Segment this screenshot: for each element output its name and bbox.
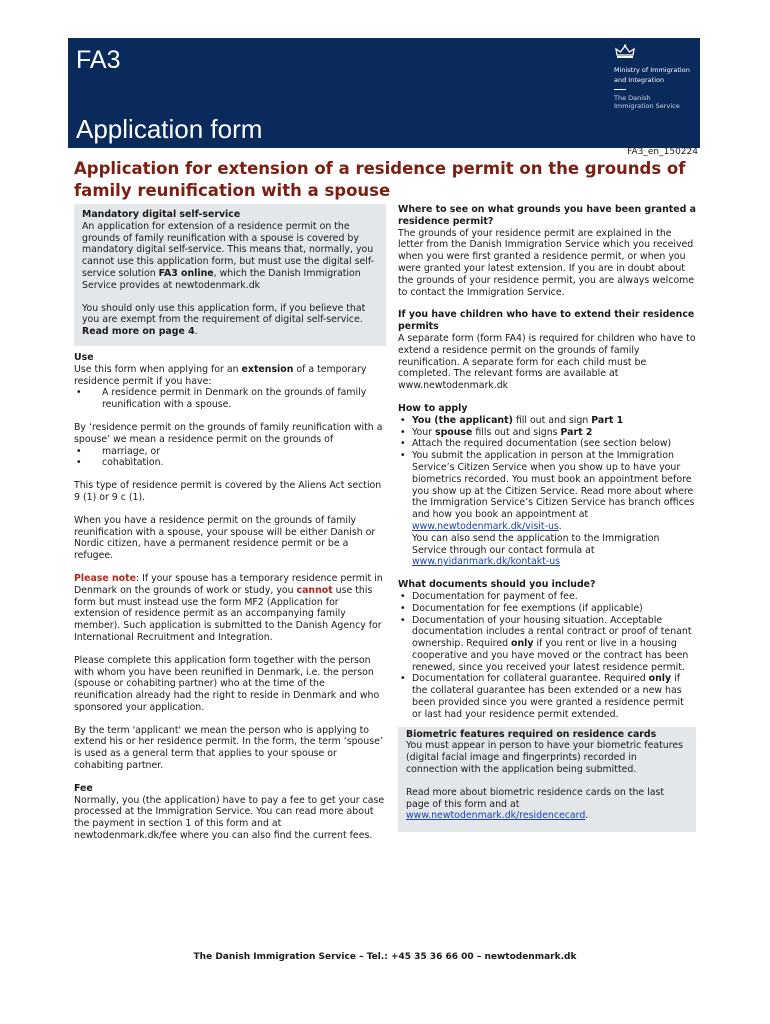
form-code-title: FA3 <box>76 46 121 74</box>
definition-paragraph: By ‘residence permit on the grounds of family reunification with a spouse’ we mean a residence permit on the grounds of <box>74 421 383 445</box>
text: An application for extension of a residence permit on the grounds of family reunification with a spouse is covered by mandatory digital self-service. This means that, normally, you cannot use this application form, but must use the digital self-service solution <box>82 220 374 279</box>
agency-name-line2: Immigration Service <box>614 102 680 110</box>
text: , which the Danish Immigration Service provides at newtodenmark.dk <box>82 267 361 291</box>
form-version-code: FA3_en_150224 <box>627 147 698 157</box>
left-column <box>74 204 386 842</box>
biometric-heading: Biometric features required on residence cards <box>406 728 657 740</box>
text: spouse <box>435 426 473 438</box>
children-paragraph: A separate form (form FA4) is required for children who have to extend a residence permit on the grounds of family reunification. A separate form for each child must be completed. The relevant forms are available at www.newtodenmark.dk <box>398 332 696 392</box>
text: Documentation of your housing situation. Acceptable documentation includes a rental contract or proof of tenant ownership. Required <box>412 614 692 650</box>
list-item <box>398 615 696 674</box>
text: . <box>558 520 562 532</box>
read-more-page4: Read more on page 4 <box>82 326 195 338</box>
box-paragraph-2 <box>82 303 378 338</box>
text: Documentation for collateral guarantee. Required <box>412 673 649 685</box>
where-heading: Where to see on what grounds you have been granted a residence permit? <box>398 204 696 227</box>
list-item: • A residence permit in Denmark on the grounds of family reunification with a spouse. <box>74 387 386 411</box>
grounds-list <box>74 446 386 470</box>
header-banner <box>68 38 700 148</box>
list-item: • cohabitation. <box>74 457 386 469</box>
text: Your <box>412 426 435 438</box>
text: . <box>194 326 198 338</box>
text: use this form but must instead use the form MF2 (Application for extension of residence permit as an accompanying family member). Such application is submitted to the Danish Agency for International Recruitment and Integration. <box>74 584 382 643</box>
list-item: • marriage, or <box>74 446 386 458</box>
text: extension <box>241 363 294 375</box>
use-paragraph <box>74 364 386 388</box>
text: only <box>511 638 534 650</box>
text: if you rent or live in a housing cooperative and you have moved or the contract has been renewed, since you received your latest residence permit. <box>412 638 689 673</box>
list-item: • Attach the required documentation (see section below) <box>398 438 696 450</box>
text: . <box>585 810 589 822</box>
document-heading: Application for extension of a residence permit on the grounds of family reunification with a spouse <box>74 159 686 200</box>
please-note-label: Please note <box>74 572 136 584</box>
text: : If your spouse has a temporary residence permit in Denmark on the grounds of work or study, you <box>74 572 383 596</box>
agency-name-line1: The Danish <box>614 94 651 102</box>
ministry-logo <box>614 44 698 110</box>
applicant-term-paragraph: By the term 'applicant' we mean the person who is applying to extend his or her residence permit. In the form, the term ‘spouse’ is used as a general term that applies to your spouse or cohabiting partner. <box>74 724 383 772</box>
box-paragraph-1 <box>82 221 378 292</box>
list-item: • Documentation for payment of fee. <box>398 591 696 603</box>
complete-together-paragraph: Please complete this application form together with the person with whom you have been reunified in Denmark, i.e. the person (spouse or cohabiting partner) who at the time of the reunification already had the right to reside in Denmark and who sponsored your application. <box>74 654 380 713</box>
where-paragraph: The grounds of your residence permit are explained in the letter from the Danish Immigration Service which you received when you were first granted a residence permit, or when you were granted your latest extension. If you are in doubt about the grounds of your residence permit, you are always welcome to contact the Immigration Service. <box>398 227 695 298</box>
biometric-paragraph: You must appear in person to have your biometric features (digital facial image and fingerprints) recorded in connection with the application being submitted. <box>406 740 684 776</box>
digital-self-service-box <box>74 204 386 346</box>
page-footer: The Danish Immigration Service – Tel.: +45 35 36 66 00 – newtodenmark.dk <box>193 952 577 962</box>
box-heading: Mandatory digital self-service <box>82 209 241 220</box>
page-title: Application form <box>76 114 263 144</box>
documents-heading: What documents should you include? <box>398 579 596 591</box>
text: of a temporary residence permit if you have: <box>74 363 367 387</box>
list-item <box>398 427 696 439</box>
use-list <box>74 387 386 411</box>
right-column <box>398 204 696 832</box>
note-paragraph <box>74 573 386 644</box>
biometric-read-more <box>406 787 688 822</box>
list-item <box>398 673 696 720</box>
how-to-apply-heading: How to apply <box>398 402 468 414</box>
residencecard-link[interactable]: www.newtodenmark.dk/residencecard <box>406 810 586 822</box>
list-item <box>398 415 696 427</box>
fee-heading: Fee <box>74 782 93 794</box>
ministry-name-line1: Ministry of Immigration <box>614 66 690 74</box>
contact-us-link[interactable]: www.nyidanmark.dk/kontakt-us <box>412 556 561 568</box>
text: only <box>648 673 672 685</box>
text: Read more about biometric residence cards on the last page of this form and at <box>406 786 665 810</box>
text: You (the applicant) <box>412 414 513 426</box>
visit-us-link[interactable]: www.newtodenmark.dk/visit-us <box>412 520 559 532</box>
text: fill out and sign <box>512 414 592 426</box>
aliens-act-paragraph: This type of residence permit is covered by the Aliens Act section 9 (1) or 9 c (1). <box>74 480 382 503</box>
text: You should only use this application form, if you believe that you are exempt from the requirement of digital self-service. <box>82 302 366 326</box>
biometric-box <box>398 727 696 833</box>
fee-paragraph: Normally, you (the application) have to pay a fee to get your case processed at the Immigration Service. You can read more about the payment in section 1 of this form and at newtodenmark.dk/fee where you can also find the current fees. <box>74 794 385 842</box>
use-heading: Use <box>74 351 94 363</box>
text: Use this form when applying for an <box>74 363 242 375</box>
crown-icon <box>614 44 636 60</box>
text: if the collateral guarantee has been extended or a new has been provided since you were granted a residence permit or last had your residence permit extended. <box>412 673 684 720</box>
how-to-apply-list <box>398 415 696 568</box>
cannot-text: cannot <box>296 584 333 596</box>
text: You can also send the application to the Immigration Service through our contact formula at <box>412 532 660 556</box>
fa3-online-text: FA3 online <box>158 267 214 279</box>
spouse-status-paragraph: When you have a residence permit on the grounds of family reunification with a spouse, your spouse will be either Danish or Nordic citizen, have a permanent residence permit or be a refugee. <box>74 514 376 562</box>
text: You submit the application in person at the Immigration Service’s Citizen Service when you show up to have your biometrics recorded. You must book an appointment before you show up at the Citizen Service. Read more about where the Immigration Service’s Citizen Service has branch offices and how you book an appointment at <box>412 450 695 521</box>
text: Part 2 <box>560 426 593 438</box>
logo-divider <box>614 89 626 90</box>
list-item: • Documentation for fee exemptions (if applicable) <box>398 603 696 615</box>
text: fills out and signs <box>472 426 561 438</box>
documents-list <box>398 591 696 721</box>
text: Part 1 <box>591 414 624 426</box>
list-item <box>398 450 696 568</box>
ministry-name-line2: and Integration <box>614 76 665 84</box>
children-heading: If you have children who have to extend their residence permits <box>398 309 695 333</box>
